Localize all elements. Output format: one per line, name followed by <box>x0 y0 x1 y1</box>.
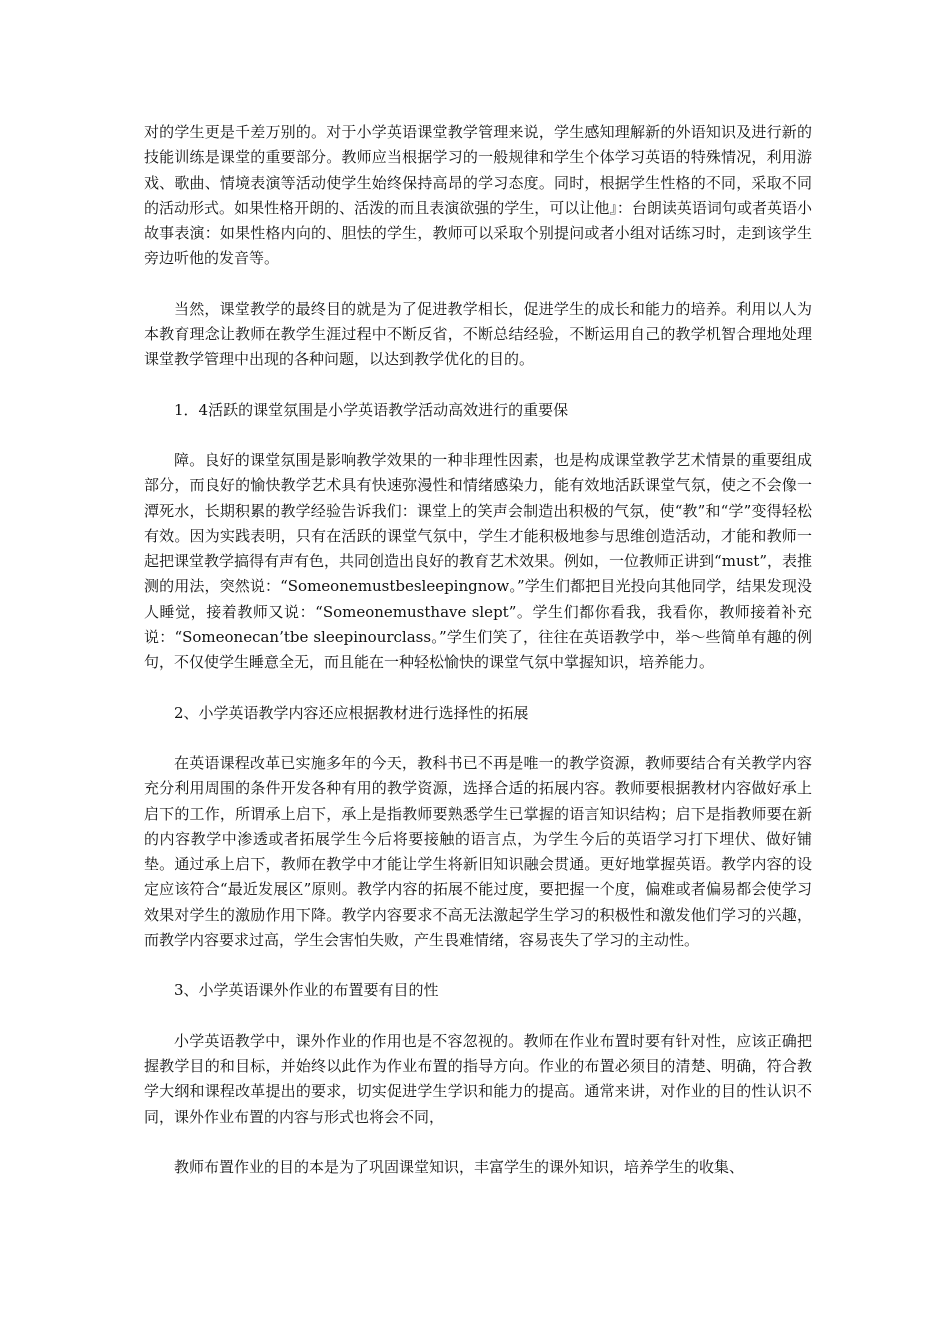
document-page <box>144 120 812 1205</box>
paragraph-homework-purpose: 小学英语教学中，课外作业的作用也是不容忽视的。教师在作业布置时要有针对性，应该正确把握教学目的和目标，并始终以此作为作业布置的指导方向。作业的布置必须目的清楚、明确，符合教学大纲和课程改革提出的要求，切实促进学生学识和能力的提高。通常来讲，对作业的目的性认识不同，课外作业布置的内容与形式也将会不同， <box>144 1031 812 1126</box>
section-heading-3: 3、小学英语课外作业的布置要有目的性 <box>174 981 439 1000</box>
section-heading-1-4: 1．4活跃的课堂氛围是小学英语教学活动高效进行的重要保 <box>174 400 569 419</box>
paragraph-content-extension: 在英语课程改革已实施多年的今天，教科书已不再是唯一的教学资源，教师要结合有关教学内容充分利用周围的条件开发各种有用的教学资源，选择合适的拓展内容。教师要根据教材内容做好承上启下的工作，所谓承上启下，承上是指教师要熟悉学生已掌握的语言知识结构；启下是指教师要在新的内容教学中渗透或者拓展学生今后将要接触的语言点，为学生今后的英语学习打下埋伏、做好铺垫。通过承上启下，教师在教学中才能让学生将新旧知识融会贯通。更好地掌握英语。教学内容的设定应该符合“最近发展区”原则。教学内容的拓展不能过度，要把握一个度，偏难或者偏易都会使学习效果对学生的激励作用下降。教学内容要求不高无法激起学生学习的积极性和激发他们学习的兴趣，而教学内容要求过高，学生会害怕失败，产生畏难情绪，容易丧失了学习的主动性。 <box>144 753 812 950</box>
paragraph-homework-goal: 教师布置作业的目的本是为了巩固课堂知识，丰富学生的课外知识，培养学生的收集、 <box>174 1157 745 1176</box>
paragraph-student-differences: 对的学生更是千差万别的。对于小学英语课堂教学管理来说，学生感知理解新的外语知识及进行新的技能训练是课堂的重要部分。教师应当根据学习的一般规律和学生个体学习英语的特殊情况，利用游戏、歌曲、情境表演等活动使学生始终保持高昂的学习态度。同时，根据学生性格的不同，采取不同的活动形式。如果性格开朗的、活泼的而且表演欲强的学生，可以让他』：台朗读英语词句或者英语小故事表演：如果性格内向的、胆怯的学生，教师可以采取个别提问或者小组对话练习时，走到该学生旁边听他的发音等。 <box>144 123 812 268</box>
paragraph-classroom-atmosphere: 障。良好的课堂氛围是影响教学效果的一种非理性因素，也是构成课堂教学艺术情景的重要组成部分，而良好的愉快教学艺术具有快速弥漫性和情绪感染力，能有效地活跃课堂气氛，使之不会像一潭死水，长期积累的教学经验告诉我们：课堂上的笑声会制造出积极的气氛，使“教”和“学”变得轻松有效。因为实践表明，只有在活跃的课堂气氛中，学生才能积极地参与思维创造活动，才能和教师一起把课堂教学搞得有声有色，共同创造出良好的教育艺术效果。例如，一位教师正讲到“must”，表推测的用法，突然说：“Someonemustbesleepingnow。”学生们都把目光投向其他同学，结果发现没人睡觉，接着教师又说：“Someonemusthave slept”。学生们都你看我，我看你，教师接着补充说：“Someonecan’tbe sleepinourclass。”学生们笑了，往往在英语教学中，举～些简单有趣的例句，不仅使学生睡意全无，而且能在一种轻松愉快的课堂气氛中掌握知识，培养能力。 <box>144 450 812 672</box>
paragraph-teaching-goal: 当然，课堂教学的最终目的就是为了促进教学相长，促进学生的成长和能力的培养。利用以人为本教育理念让教师在教学生涯过程中不断反省，不断总结经验，不断运用自己的教学机智合理地处理课堂教学管理中出现的各种问题，以达到教学优化的目的。 <box>144 299 812 369</box>
section-heading-2: 2、小学英语教学内容还应根据教材进行选择性的拓展 <box>174 703 529 722</box>
